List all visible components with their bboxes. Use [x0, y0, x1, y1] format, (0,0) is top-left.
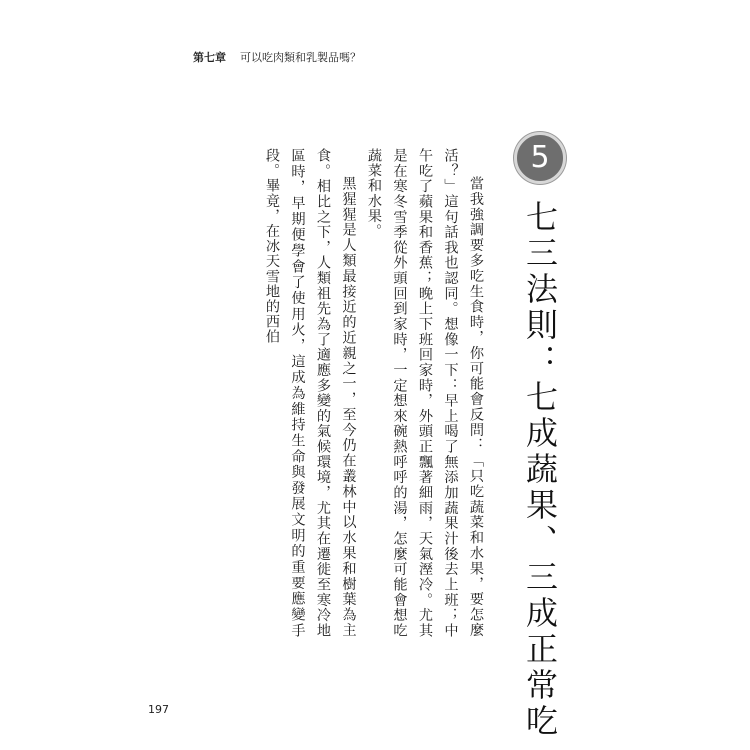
- running-header: [193, 49, 361, 65]
- body-paragraph: 黑猩猩是人類最接近的近親之一，至今仍在叢林中以水果和樹葉為主食。相比之下，人類祖先為了適應多變的氣候環境，尤其在遷徙至寒冷地區時，早期便學會了使用火，這成為維持生命與發展文明的重要應變手段。畢竟，在冰天雪地的西伯: [264, 148, 357, 638]
- page-number: 197: [148, 703, 169, 716]
- section-number-badge: 5: [514, 132, 566, 184]
- chapter-label: 第七章: [193, 51, 226, 64]
- section-title: 七三法則：七成蔬果、三成正常吃: [521, 200, 559, 740]
- body-paragraph: 當我強調要多吃生食時，你可能會反問：「只吃蔬菜和水果，要怎麼活？」這句話我也認同。想像一下：早上喝了無添加蔬果汁後去上班；中午吃了蘋果和香蕉；晚上下班回家時，外頭正飄著細雨，天氣溼冷。尤其是在寒冬雪季從外頭回到家時，一定想來碗熱呼呼的湯，怎麼可能會想吃蔬菜和水果。: [366, 148, 484, 638]
- chapter-title: 可以吃肉類和乳製品嗎？: [240, 51, 361, 64]
- body-text: [148, 148, 488, 638]
